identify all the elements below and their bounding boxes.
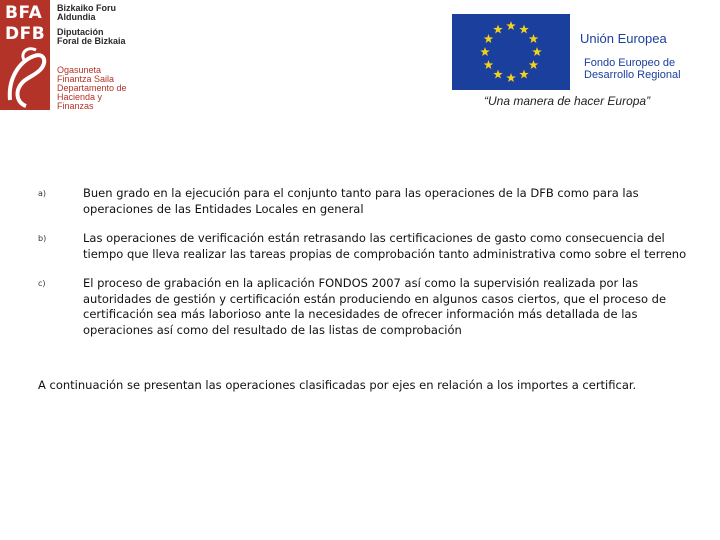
eu-star-icon — [484, 60, 494, 69]
footer-text: A continuación se presentan las operaciones clasificadas por ejes en relación a los importes a certificar. — [38, 378, 637, 392]
item-marker: b) — [38, 234, 47, 243]
eu-star-icon — [519, 24, 529, 33]
list-item — [38, 231, 688, 262]
list-item — [38, 276, 688, 338]
logo-line-4: Foral de Bizkaia — [57, 36, 126, 46]
logo-line-5: Ogasuneta — [57, 65, 102, 75]
item-text: El proceso de grabación en la aplicación FONDOS 2007 así como la supervisión realizada por las autoridades de gestión y certificación están produciendo en algunos casos ciertos, que el proceso de certificación sea más laborioso ante la necesidades de ofrecer información más detallada de las operaciones así como del resultado de las listas de comprobación — [83, 276, 667, 337]
eu-title: Unión Europea — [580, 31, 667, 46]
eu-star-icon — [506, 73, 516, 82]
eu-motto: “Una manera de hacer Europa” — [484, 94, 651, 108]
eu-fund-line-2: Desarrollo Regional — [584, 69, 681, 81]
list-item — [38, 186, 688, 217]
logo-line-2: Aldundia — [57, 12, 96, 22]
logo-abbr-dfb: DFB — [5, 24, 46, 44]
logo-line-6: Finantza Saila — [57, 74, 115, 84]
item-marker: a) — [38, 189, 47, 198]
logo-line-8: Hacienda y Finanzas — [57, 92, 103, 111]
eu-star-icon — [529, 60, 539, 69]
conclusions-list — [38, 186, 688, 352]
logo-line-7: Departamento de — [57, 83, 127, 93]
logo-line-1: Bizkaiko Foru — [57, 3, 117, 13]
logo-abbr-bfa: BFA — [5, 3, 43, 23]
item-text: Buen grado en la ejecución para el conjunto tanto para las operaciones de la DFB como para las operaciones de las Entidades Locales en general — [83, 186, 639, 216]
dfb-logo — [0, 0, 140, 118]
eu-stars-icon — [452, 14, 570, 90]
item-text: Las operaciones de verificación están retrasando las certificaciones de gasto como consecuencia del tiempo que lleva realizar las tareas propias de comprobación tanto administrativa como sobre el terreno — [83, 231, 687, 261]
eu-fund-line-1: Fondo Europeo de — [584, 57, 676, 69]
eu-star-icon — [493, 70, 503, 79]
logo-line-3: Diputación — [57, 27, 104, 37]
eu-banner — [452, 14, 700, 110]
eu-star-icon — [493, 24, 503, 33]
eu-star-icon — [484, 34, 494, 43]
eu-star-icon — [480, 47, 490, 56]
eu-fund — [584, 57, 681, 81]
eu-star-icon — [529, 34, 539, 43]
eu-star-icon — [532, 47, 542, 56]
eu-star-icon — [519, 70, 529, 79]
eu-star-icon — [506, 21, 516, 30]
item-marker: c) — [38, 279, 46, 288]
